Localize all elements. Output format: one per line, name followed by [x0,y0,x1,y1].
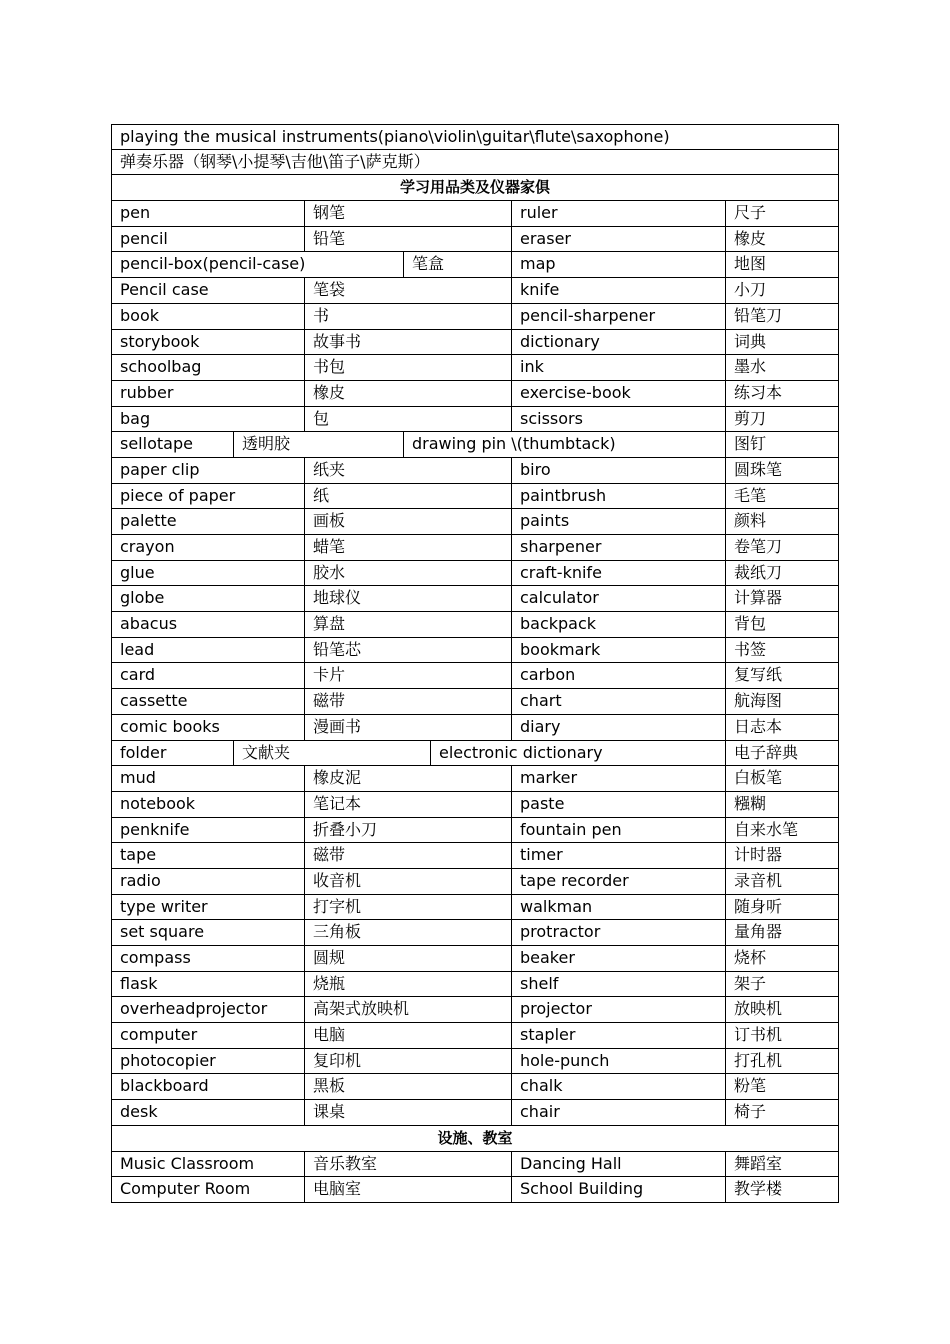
chinese-term: 收音机 [304,869,511,894]
chinese-term: 蜡笔 [304,535,511,560]
chinese-term: 地图 [725,252,838,277]
chinese-term: 电子辞典 [725,741,838,766]
english-term: chart [511,689,725,714]
chinese-term: 自来水笔 [725,818,838,843]
english-term: carbon [511,663,725,688]
english-term: scissors [511,407,725,432]
english-term: Music Classroom [120,1153,255,1173]
english-term: craft-knife [511,561,725,586]
chinese-term: 纸夹 [304,458,511,483]
english-term: blackboard [120,1076,209,1096]
table-row [111,766,839,792]
chinese-term: 复写纸 [725,663,838,688]
chinese-term: 录音机 [725,869,838,894]
chinese-term: 画板 [304,509,511,534]
chinese-term: 烧瓶 [304,972,511,997]
english-term: piece of paper [120,485,236,505]
chinese-term: 舞蹈室 [725,1152,838,1177]
chinese-term: 卡片 [304,663,511,688]
english-term: lead [120,639,155,659]
english-term: schoolbag [120,357,202,377]
chinese-term: 练习本 [725,381,838,406]
english-term: electronic dictionary [430,741,725,766]
table-row [111,663,839,689]
chinese-term: 笔记本 [304,792,511,817]
chinese-term: 黑板 [304,1074,511,1099]
table-row [111,1023,839,1049]
english-term: diary [511,715,725,740]
chinese-term: 磁带 [304,843,511,868]
chinese-term: 橡皮 [725,227,838,252]
chinese-term: 椅子 [725,1100,838,1125]
chinese-term: 图钉 [725,432,838,457]
english-term: Computer Room [120,1179,251,1199]
english-term: biro [511,458,725,483]
english-term: Dancing Hall [511,1152,725,1177]
chinese-term: 磁带 [304,689,511,714]
chinese-term: 漫画书 [304,715,511,740]
english-term: palette [120,511,177,531]
english-term: paper clip [120,459,200,479]
section-header-supplies [111,175,839,201]
chinese-term: 钢笔 [304,201,511,226]
english-term: backpack [511,612,725,637]
table-row [111,330,839,356]
english-term: pencil-box(pencil-case) [120,254,306,274]
table-row [111,201,839,227]
english-term: radio [120,870,161,890]
english-term: exercise-book [511,381,725,406]
table-row [111,1152,839,1178]
table-row [111,612,839,638]
english-term: tape recorder [511,869,725,894]
english-term: bag [120,408,151,428]
english-term: card [120,665,156,685]
chinese-term: 透明胶 [233,432,403,457]
english-term: compass [120,948,191,967]
table-row [111,1177,839,1203]
table-row [111,689,839,715]
chinese-term: 铅笔 [304,227,511,252]
table-row [111,586,839,612]
table-row [111,304,839,330]
table-row [111,972,839,998]
chinese-term: 背包 [725,612,838,637]
chinese-term: 烧杯 [725,946,838,971]
chinese-term: 橡皮泥 [304,766,511,791]
english-term: set square [120,922,205,942]
english-term: rubber [120,382,174,402]
english-term: beaker [511,946,725,971]
english-term: glue [120,562,155,582]
intro-chinese-text: 弹奏乐器（钢琴\小提琴\吉他\笛子\萨克斯） [120,151,430,171]
table-row [111,843,839,869]
table-row [111,638,839,664]
chinese-term: 电脑室 [304,1177,511,1202]
chinese-term: 折叠小刀 [304,818,511,843]
english-term: calculator [511,586,725,611]
chinese-term: 放映机 [725,997,838,1022]
english-term: knife [511,278,725,303]
table-row [111,895,839,921]
chinese-term: 尺子 [725,201,838,226]
chinese-term: 计时器 [725,843,838,868]
english-term: projector [511,997,725,1022]
english-term: pencil-sharpener [511,304,725,329]
table-row [111,946,839,972]
chinese-term: 课桌 [304,1100,511,1125]
chinese-term: 教学楼 [725,1177,838,1202]
chinese-term: 电脑 [304,1023,511,1048]
english-term: drawing pin \(thumbtack) [403,432,725,457]
english-term: chalk [511,1074,725,1099]
chinese-term: 复印机 [304,1049,511,1074]
english-term: stapler [511,1023,725,1048]
chinese-term: 书签 [725,638,838,663]
english-term: ruler [511,201,725,226]
chinese-term: 音乐教室 [304,1152,511,1177]
english-term: ink [511,355,725,380]
table-row [111,407,839,433]
chinese-term: 铅笔芯 [304,638,511,663]
english-term: book [120,305,159,325]
english-term: type writer [120,896,208,916]
table-row [111,792,839,818]
table-row [111,1074,839,1100]
english-term: computer [120,1025,198,1045]
chinese-term: 橡皮 [304,381,511,406]
table-row [111,381,839,407]
english-term: overheadprojector [120,999,268,1019]
chinese-term: 三角板 [304,920,511,945]
english-term: cassette [120,691,188,711]
chinese-term: 航海图 [725,689,838,714]
english-term: sellotape [120,434,193,454]
english-term: mud [120,768,156,788]
english-term: folder [120,742,167,762]
chinese-term: 毛笔 [725,484,838,509]
table-row [111,432,839,458]
table-row [111,252,839,278]
english-term: protractor [511,920,725,945]
chinese-term: 糨糊 [725,792,838,817]
english-term: bookmark [511,638,725,663]
table-row [111,1100,839,1126]
chinese-term: 量角器 [725,920,838,945]
table-row [111,484,839,510]
english-term: pencil [120,228,168,248]
english-term: fountain pen [511,818,725,843]
english-term: chair [511,1100,725,1125]
chinese-term: 词典 [725,330,838,355]
chinese-term: 圆规 [304,946,511,971]
chinese-term: 粉笔 [725,1074,838,1099]
chinese-term: 书包 [304,355,511,380]
chinese-term: 剪刀 [725,407,838,432]
english-term: pen [120,203,151,223]
english-term: Pencil case [120,280,209,300]
intro-english-text: playing the musical instruments(piano\violin\guitar\flute\saxophone) [120,127,670,146]
english-term: timer [511,843,725,868]
chinese-term: 笔盒 [403,252,511,277]
supplies-rows [111,201,839,1126]
table-row [111,227,839,253]
section-title-facilities: 设施、教室 [437,1128,513,1147]
table-row [111,818,839,844]
english-term: tape [120,845,157,865]
chinese-term: 打孔机 [725,1049,838,1074]
chinese-term: 颜料 [725,509,838,534]
english-term: hole-punch [511,1049,725,1074]
table-row [111,535,839,561]
chinese-term: 笔袋 [304,278,511,303]
table-row [111,561,839,587]
chinese-term: 胶水 [304,561,511,586]
chinese-term: 计算器 [725,586,838,611]
chinese-term: 裁纸刀 [725,561,838,586]
chinese-term: 地球仪 [304,586,511,611]
english-term: crayon [120,537,175,556]
chinese-term: 文献夹 [233,741,430,766]
chinese-term: 算盘 [304,612,511,637]
chinese-term: 铅笔刀 [725,304,838,329]
table-row [111,278,839,304]
chinese-term: 卷笔刀 [725,535,838,560]
chinese-term: 架子 [725,972,838,997]
chinese-term: 纸 [304,484,511,509]
chinese-term: 随身听 [725,895,838,920]
table-row [111,458,839,484]
intro-row-chinese [111,150,839,176]
table-row [111,920,839,946]
chinese-term: 订书机 [725,1023,838,1048]
english-term: eraser [511,227,725,252]
chinese-term: 白板笔 [725,766,838,791]
english-term: flask [120,973,158,993]
chinese-term: 打字机 [304,895,511,920]
chinese-term: 高架式放映机 [304,997,511,1022]
table-row [111,715,839,741]
table-row [111,869,839,895]
english-term: comic books [120,716,220,736]
table-row [111,1049,839,1075]
chinese-term: 故事书 [304,330,511,355]
english-term: storybook [120,331,200,351]
chinese-term: 圆珠笔 [725,458,838,483]
chinese-term: 包 [304,407,511,432]
vocabulary-table [111,124,839,1203]
chinese-term: 书 [304,304,511,329]
english-term: desk [120,1102,158,1122]
english-term: shelf [511,972,725,997]
english-term: School Building [511,1177,725,1202]
english-term: sharpener [511,535,725,560]
english-term: paintbrush [511,484,725,509]
english-term: dictionary [511,330,725,355]
english-term: notebook [120,793,196,813]
section-title-supplies: 学习用品类及仪器家俱 [399,178,550,197]
chinese-term: 小刀 [725,278,838,303]
table-row [111,509,839,535]
facilities-rows [111,1152,839,1203]
english-term: paints [511,509,725,534]
chinese-term: 墨水 [725,355,838,380]
english-term: penknife [120,819,190,839]
section-header-facilities [111,1126,839,1152]
chinese-term: 日志本 [725,715,838,740]
english-term: walkman [511,895,725,920]
intro-row-english [111,124,839,150]
english-term: globe [120,588,165,608]
english-term: abacus [120,614,178,634]
english-term: photocopier [120,1050,216,1070]
english-term: map [511,252,725,277]
table-row [111,355,839,381]
english-term: marker [511,766,725,791]
english-term: paste [511,792,725,817]
table-row [111,997,839,1023]
table-row [111,741,839,767]
